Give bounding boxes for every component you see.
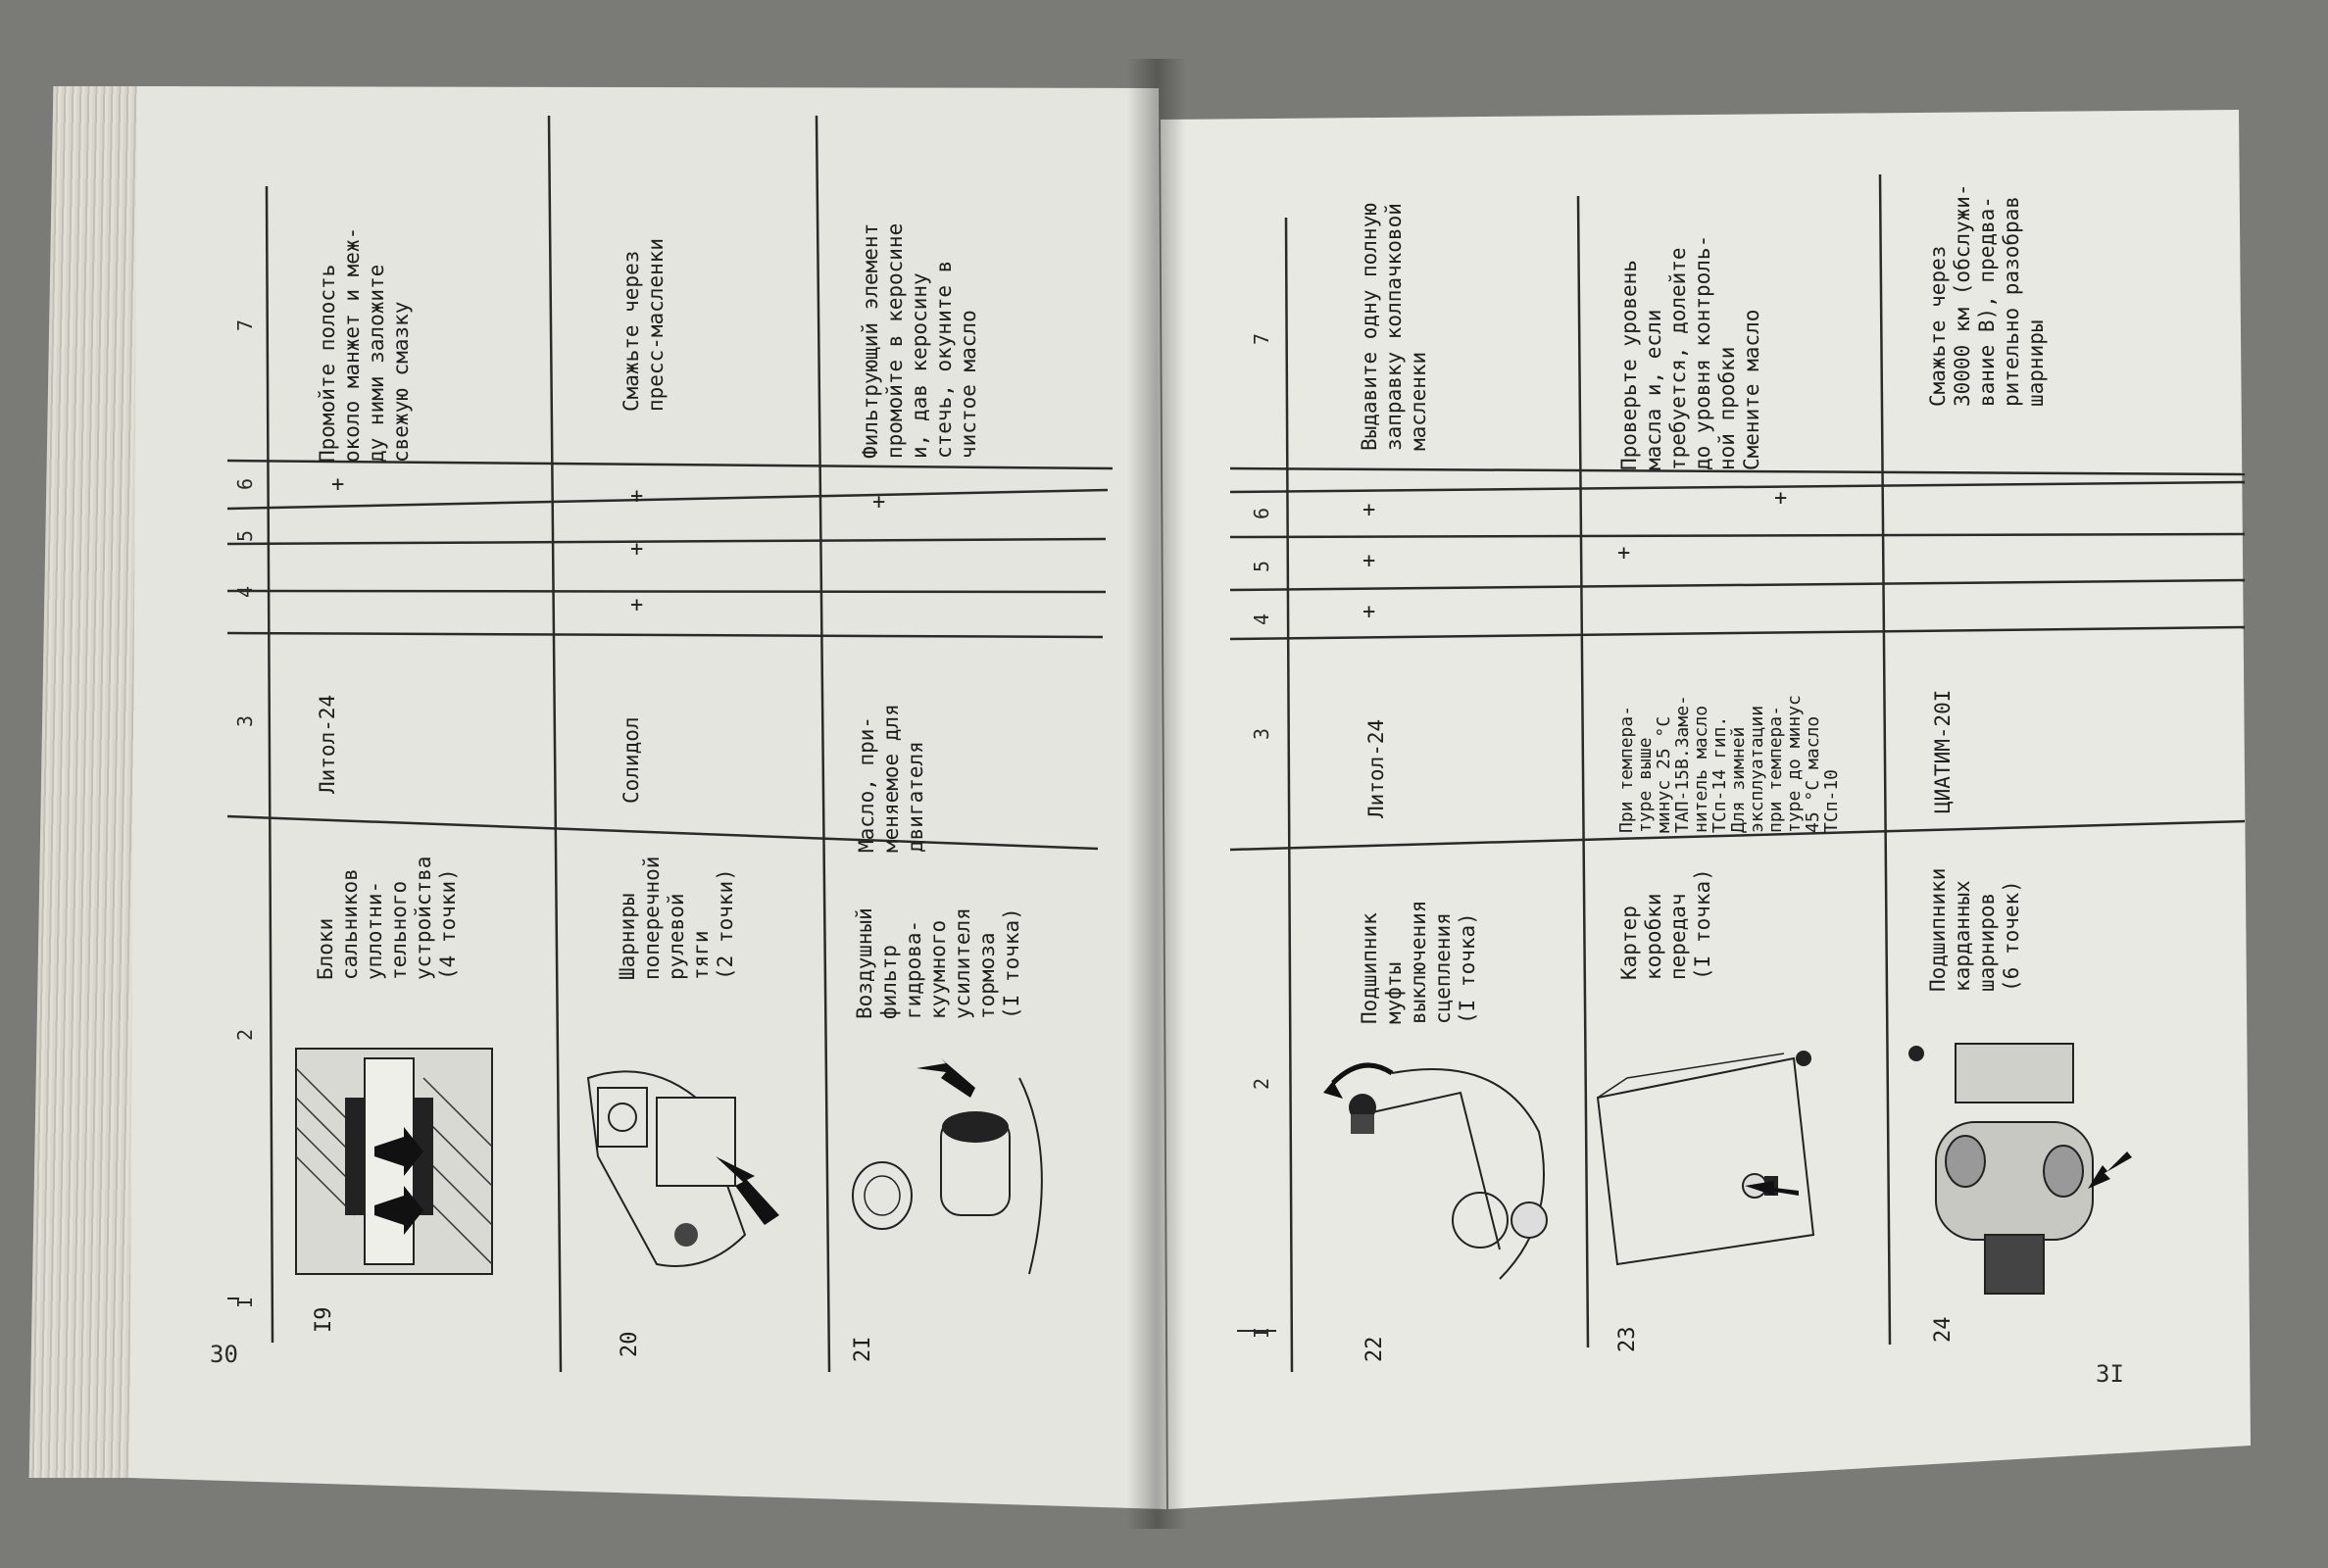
row-21-air-filter-illustration [843, 1058, 1068, 1294]
row-24-lubricant: ЦИАТИМ-20I [1931, 689, 1955, 813]
row-20-lubricant: Солидол [619, 716, 643, 804]
row-22-clutch-bearing-illustration [1304, 1054, 1568, 1294]
right-page-number: 3I [2096, 1360, 2124, 1388]
left-col-header-5: 5 [233, 529, 257, 542]
row-20-number: 20 [618, 1331, 642, 1357]
row-23-mark-5: + [1617, 541, 1631, 565]
row-22-mark-6: + [1362, 498, 1376, 522]
row-23-mark-6: + [1774, 486, 1788, 511]
row-20-part: Шарниры поперечной рулевой тяги (2 точки) [616, 856, 737, 980]
right-col-header-2: 2 [1250, 1077, 1273, 1090]
row-24-instructions: Смажьте через 30000 км (обслужи- вание В), предва- рительно разобрав шарниры [1926, 183, 2048, 407]
row-22-part: Подшипник муфты выключения сцепления (I точка) [1358, 900, 1479, 1024]
row-23-instructions: Проверьте уровень масла и, если требуется, долейте до уровня контроль- ной пробки Смените масло [1617, 234, 1763, 470]
row-20-mark-4: + [630, 593, 644, 617]
row-21-number: 2I [851, 1336, 875, 1362]
row-22-instructions: Выдавите одну полную заправку колпачковой масленки [1358, 203, 1430, 451]
left-page-number: 30 [210, 1341, 238, 1368]
row-22-mark-5: + [1362, 549, 1376, 573]
row-21-mark-6: + [872, 490, 886, 514]
row-23-part: Картер коробки передач (I точка) [1617, 868, 1714, 980]
row-20-mark-5: + [630, 537, 644, 562]
right-col-header-7: 7 [1250, 332, 1273, 345]
row-19-instructions: Промойте полость около манжет и меж- ду ними заложите свежую смазку [316, 226, 413, 463]
row-21-lubricant: Масло, при- меняемое для двигателя [855, 704, 927, 853]
book-gutter-shadow [1127, 59, 1186, 1529]
left-col-header-2: 2 [233, 1028, 257, 1041]
row-19-mark-6: + [331, 472, 345, 497]
row-21-part: Воздушный фильтр гидрова- куумного усилителя тормоза (I точка) [853, 907, 1023, 1019]
left-col-header-4: 4 [233, 585, 257, 598]
left-col-header-7: 7 [233, 318, 257, 331]
row-19-part: Блоки сальников уплотни- тельного устройства (4 точки) [314, 856, 460, 980]
row-23-number: 23 [1615, 1326, 1640, 1352]
row-20-instructions: Смажьте через пресс-масленки [619, 237, 668, 412]
left-col-header-1: I [233, 1296, 257, 1308]
right-col-header-4: 4 [1250, 612, 1273, 625]
right-col-header-6: 6 [1250, 507, 1273, 519]
left-col-header-3: 3 [233, 714, 257, 727]
row-20-mark-6: + [630, 484, 644, 509]
row-19-number: I9 [312, 1306, 336, 1333]
row-21-instructions: Фильтрующий элемент промойте в керосине и, дав керосину стечь, окуните в чистое масло [859, 222, 980, 459]
right-col-header-5: 5 [1250, 560, 1273, 572]
row-24-number: 24 [1931, 1316, 1956, 1343]
right-col-header-3: 3 [1250, 727, 1273, 740]
row-23-lubricant: При темпера- туре выше минус 25 °С ТАП-15В.Заме- нитель масло ТСп-14 гип. Для зимней эксплуатации при темпера- туре до минус 45 °С масло ТСп-10 [1616, 695, 1842, 833]
row-22-lubricant: Литол-24 [1364, 718, 1388, 818]
row-24-cardan-joint-illustration [1897, 1024, 2152, 1303]
row-22-number: 22 [1362, 1336, 1387, 1362]
row-19-lubricant: Литол-24 [316, 694, 339, 794]
row-19-seal-block-illustration [286, 1039, 512, 1284]
row-23-gearbox-illustration [1588, 1039, 1833, 1284]
left-col-header-6: 6 [233, 477, 257, 490]
row-20-tie-rod-joint-illustration [569, 1039, 784, 1294]
row-22-mark-4: + [1362, 600, 1376, 624]
row-24-part: Подшипники карданных шарниров (6 точек) [1926, 867, 2023, 992]
right-col-header-1: I [1250, 1326, 1273, 1339]
